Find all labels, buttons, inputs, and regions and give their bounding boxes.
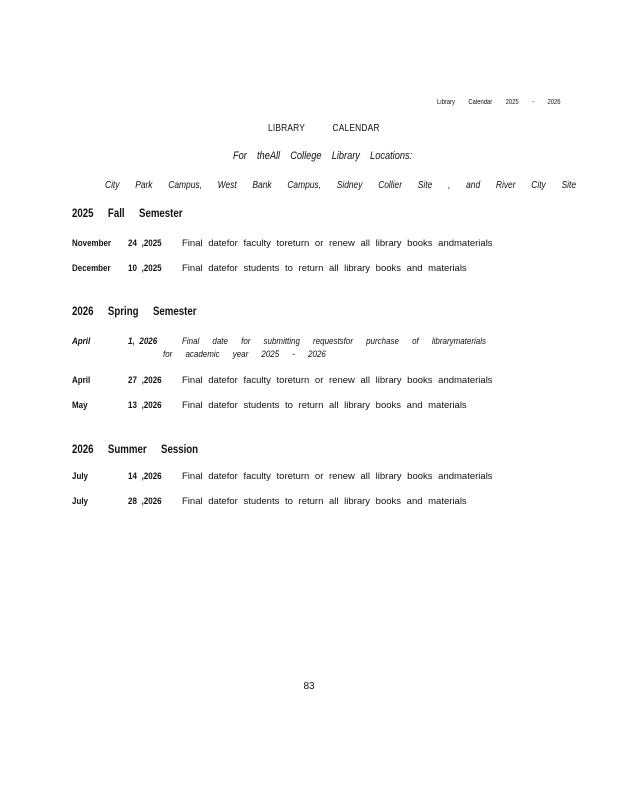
row-month: July [72, 471, 88, 482]
calendar-row [0, 375, 618, 389]
section-heading-text: 2026 Spring Semester [72, 306, 197, 318]
section-heading-text: 2026 Summer Session [72, 444, 199, 456]
locations-text: City Park Campus, West Bank Campus, Sidney Collier Site , and River City Site [105, 180, 577, 191]
row-description: Final datefor students to return all library books and materials [182, 400, 467, 411]
row-date: 28 ,2026 [128, 496, 162, 507]
section-heading-fall [72, 208, 204, 220]
page-number: 83 [303, 681, 315, 692]
calendar-row [0, 471, 618, 485]
page-title-text: LIBRARY CALENDAR [268, 123, 380, 134]
row-description: Final datefor faculty toreturn or renew all library books andmaterials [182, 471, 493, 482]
subtitle-text: For theAll College Library Locations: [233, 150, 413, 162]
page-title [268, 123, 401, 134]
running-header-text: Library Calendar 2025 - 2026 [437, 99, 561, 106]
row-month: July [72, 496, 88, 507]
row-description: Final datefor students to return all library books and materials [182, 263, 467, 274]
calendar-row [0, 238, 618, 252]
row-description: Final datefor faculty toreturn or renew all library books andmaterials [182, 238, 493, 249]
row-month: December [72, 263, 111, 274]
subtitle [233, 150, 446, 162]
calendar-row [0, 400, 618, 414]
calendar-row [0, 336, 618, 360]
section-heading-summer [72, 444, 222, 456]
row-month: November [72, 238, 112, 249]
row-month: May [72, 400, 88, 411]
row-date: 24 ,2025 [128, 238, 162, 249]
calendar-row [0, 263, 618, 277]
section-heading-text: 2025 Fall Semester [72, 208, 183, 220]
calendar-row [0, 496, 618, 510]
row-month: April [72, 375, 91, 386]
row-description: Final date for submitting requestsfor purchase of librarymaterials [182, 336, 486, 347]
row-month: April [72, 336, 91, 347]
row-date: 1, 2026 [128, 336, 158, 347]
row-date: 10 ,2025 [128, 263, 162, 274]
row-description: Final datefor faculty toreturn or renew all library books andmaterials [182, 375, 493, 386]
running-header [437, 99, 584, 106]
locations-line [105, 180, 618, 191]
row-date: 13 ,2026 [128, 400, 162, 411]
row-date: 27 ,2026 [128, 375, 162, 386]
row-date: 14 ,2026 [128, 471, 162, 482]
row-description-line2: for academic year 2025 - 2026 [163, 349, 326, 360]
row-description: Final datefor students to return all library books and materials [182, 496, 467, 507]
section-heading-spring [72, 306, 220, 318]
